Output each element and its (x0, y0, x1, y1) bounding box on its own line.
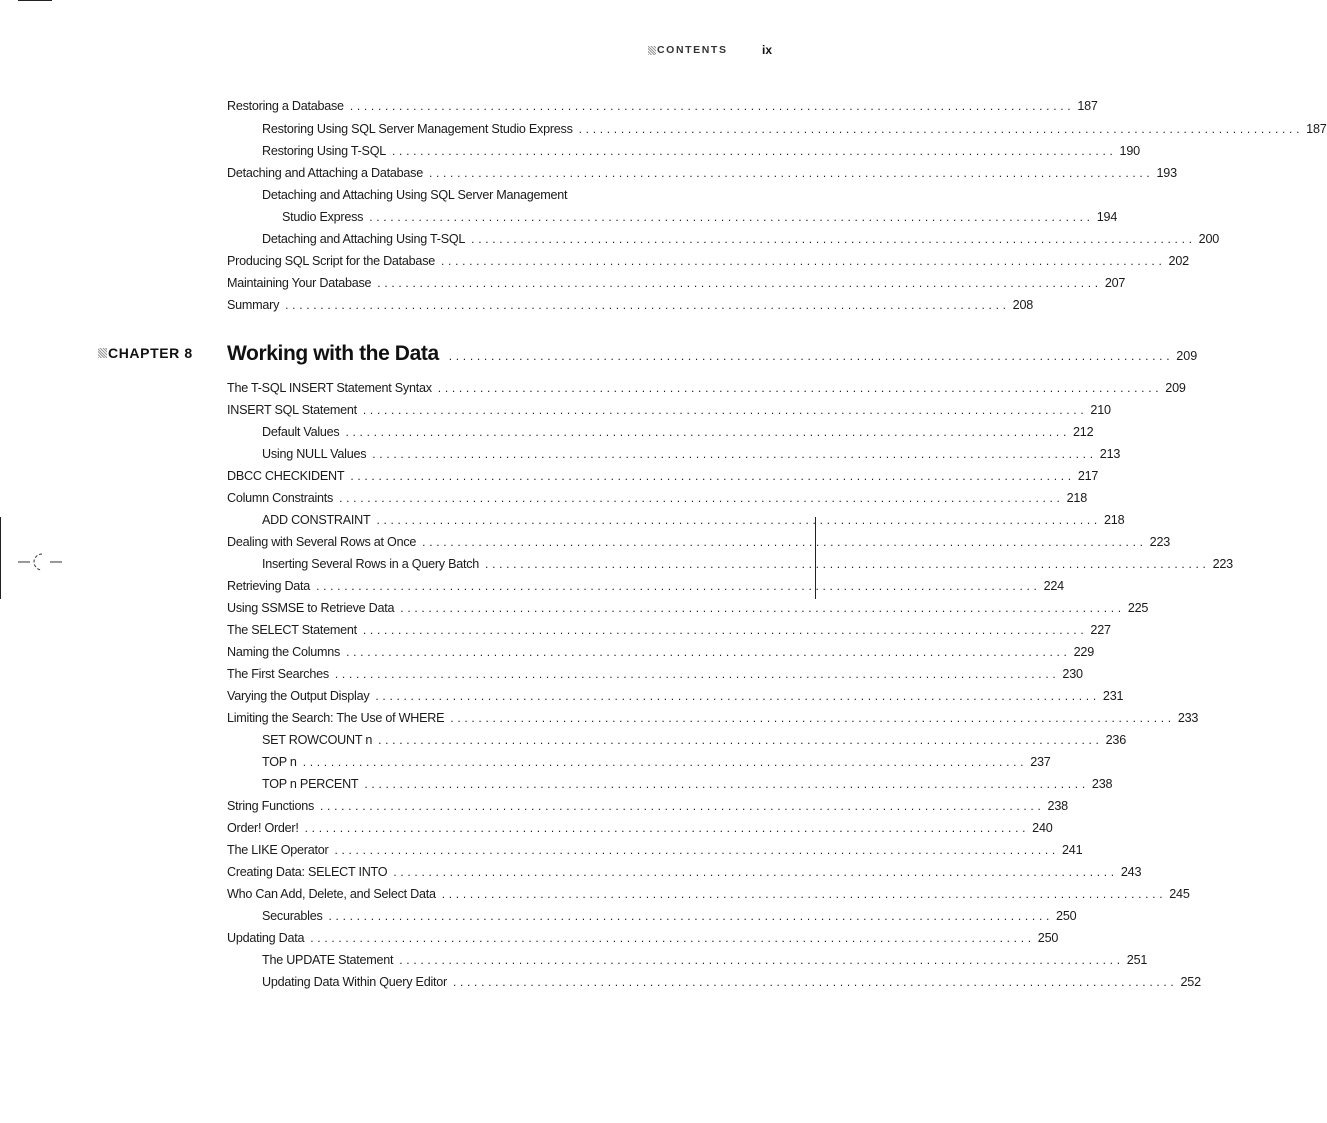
toc-entry-page: 238 (1091, 777, 1113, 791)
toc-entry-page: 210 (1090, 403, 1111, 417)
dot-leader: ....................................................................................................... (316, 579, 1041, 593)
toc-entry-label: The First Searches (227, 667, 329, 681)
toc-entry[interactable] (227, 841, 1083, 859)
dot-leader: ....................................................................................................... (428, 166, 1154, 180)
dot-leader: ....................................................................................................... (304, 821, 1030, 835)
dot-leader: ....................................................................................................... (372, 447, 1097, 461)
dot-leader: ....................................................................................................... (346, 645, 1071, 659)
toc-entry-page: 250 (1056, 909, 1077, 923)
toc-entry-label: Maintaining Your Database (227, 276, 372, 290)
toc-entry-page: 217 (1077, 469, 1099, 483)
toc-entry-label: Dealing with Several Rows at Once (227, 535, 417, 549)
dot-leader: ....................................................................................................... (364, 777, 1089, 791)
toc-entry-page: 229 (1073, 645, 1095, 659)
toc-entry-label: String Functions (227, 799, 314, 813)
toc-entry-page: 237 (1030, 755, 1051, 769)
toc-entry-page: 207 (1104, 276, 1126, 290)
dot-leader: ....................................................................................................... (448, 349, 1174, 363)
toc-entry-page: 231 (1102, 689, 1124, 703)
toc-entry-page: 250 (1037, 931, 1059, 945)
toc-entry[interactable] (227, 379, 1186, 397)
toc-entry[interactable] (262, 186, 567, 204)
toc-entry[interactable] (262, 423, 1094, 441)
dot-leader: ....................................................................................................... (320, 799, 1045, 813)
toc-entry-label: Updating Data Within Query Editor (262, 975, 447, 989)
dot-leader: ....................................................................................................... (339, 491, 1064, 505)
dot-leader: ....................................................................................................... (310, 931, 1035, 945)
toc-entry-label: Summary (227, 298, 280, 312)
dot-leader: ....................................................................................................... (422, 535, 1147, 549)
toc-entry[interactable] (227, 863, 1142, 881)
dot-leader: ....................................................................................................... (334, 667, 1060, 681)
toc-entry-label: Default Values (262, 425, 340, 439)
chapter-label: CHAPTER 8 (108, 345, 193, 361)
toc-entry[interactable] (227, 164, 1177, 182)
toc-entry[interactable] (262, 445, 1121, 463)
toc-entry-page: 218 (1066, 491, 1088, 505)
toc-entry-page: 223 (1149, 535, 1171, 549)
toc-entry-label: Updating Data (227, 931, 305, 945)
dot-leader: ....................................................................................................... (578, 122, 1304, 136)
toc-entry-label: Who Can Add, Delete, and Select Data (227, 887, 436, 901)
dot-leader: ....................................................................................................... (328, 909, 1054, 923)
toc-entry[interactable] (227, 643, 1095, 661)
toc-entry-label: The T-SQL INSERT Statement Syntax (227, 381, 432, 395)
toc-entry[interactable] (262, 120, 1327, 138)
dot-leader: ....................................................................................................... (375, 689, 1100, 703)
toc-entry-page: 227 (1090, 623, 1111, 637)
toc-entry[interactable] (262, 230, 1220, 248)
toc-entry[interactable] (227, 489, 1088, 507)
toc-entry-label: The LIKE Operator (227, 843, 329, 857)
running-head-label: CONTENTS (657, 44, 728, 56)
toc-entry-page: 245 (1169, 887, 1190, 901)
toc-entry-label: Inserting Several Rows in a Query Batch (262, 557, 480, 571)
dot-leader: ....................................................................................................... (302, 755, 1028, 769)
dot-leader: ....................................................................................................... (399, 953, 1124, 967)
dot-leader: ....................................................................................................... (392, 144, 1117, 158)
toc-entry[interactable] (282, 208, 1118, 226)
toc-entry-label: Using SSMSE to Retrieve Data (227, 601, 395, 615)
dot-leader: ....................................................................................................... (441, 887, 1167, 901)
toc-entry[interactable] (227, 665, 1083, 683)
dot-leader: ....................................................................................................... (285, 298, 1010, 312)
dot-leader: ....................................................................................................... (377, 276, 1102, 290)
toc-entry[interactable] (227, 929, 1059, 947)
toc-entry-label: The SELECT Statement (227, 623, 357, 637)
dot-leader: ....................................................................................................... (369, 210, 1094, 224)
dot-leader: ....................................................................................................... (485, 557, 1210, 571)
toc-entry[interactable] (262, 907, 1077, 925)
dot-leader: ....................................................................................................... (349, 99, 1075, 113)
hatch-ornament-icon (98, 348, 107, 358)
toc-entry-page: 224 (1043, 579, 1064, 593)
toc-entry-page: 240 (1032, 821, 1053, 835)
dot-leader: ....................................................................................................... (350, 469, 1075, 483)
toc-entry-page: 200 (1198, 232, 1220, 246)
dot-leader: ....................................................................................................... (334, 843, 1059, 857)
toc-entry-label: Securables (262, 909, 323, 923)
dot-leader: ....................................................................................................... (378, 733, 1103, 747)
toc-entry-page: 252 (1180, 975, 1201, 989)
toc-entry-page: 187 (1306, 122, 1327, 136)
toc-entry-page: 233 (1177, 711, 1199, 725)
chapter-page: 209 (1176, 349, 1198, 363)
toc-entry-page: 208 (1012, 298, 1034, 312)
toc-entry[interactable] (227, 599, 1149, 617)
dot-leader: ....................................................................................................... (362, 403, 1088, 417)
toc-entry-label: Detaching and Attaching a Database (227, 166, 423, 180)
dot-leader: ....................................................................................................... (393, 865, 1118, 879)
toc-entry-page: 251 (1126, 953, 1148, 967)
toc-entry-label: DBCC CHECKIDENT (227, 469, 345, 483)
toc-entry-page: 202 (1168, 254, 1189, 268)
toc-entry[interactable] (227, 467, 1099, 485)
dot-leader: ....................................................................................................... (345, 425, 1070, 439)
toc-entry-page: 241 (1061, 843, 1083, 857)
toc-entry-label: ADD CONSTRAINT (262, 513, 371, 527)
toc-entry-page: 187 (1077, 99, 1098, 113)
toc-entry-label: Naming the Columns (227, 645, 341, 659)
toc-entry-page: 243 (1120, 865, 1142, 879)
toc-entry-page: 218 (1103, 513, 1125, 527)
toc-entry[interactable] (227, 296, 1034, 314)
toc-entry-label: Studio Express (282, 210, 364, 224)
toc-entry-label: Restoring Using SQL Server Management Studio Express (262, 122, 573, 136)
dot-leader: ....................................................................................................... (376, 513, 1101, 527)
toc-entry-page: 194 (1096, 210, 1118, 224)
toc-entry-label: The UPDATE Statement (262, 953, 394, 967)
chapter-heading (0, 340, 1198, 370)
toc-entry-label: Restoring Using T-SQL (262, 144, 387, 158)
toc-entry[interactable] (227, 274, 1126, 292)
dot-leader: ....................................................................................................... (400, 601, 1125, 615)
toc-entry[interactable] (227, 819, 1053, 837)
toc-entry-label: Order! Order! (227, 821, 299, 835)
toc-entry-label: Retrieving Data (227, 579, 311, 593)
toc-entry[interactable] (262, 731, 1127, 749)
toc-entry-page: 225 (1127, 601, 1149, 615)
chapter-title: Working with the Data (227, 342, 439, 365)
toc-entry[interactable] (227, 885, 1190, 903)
toc-entry-label: INSERT SQL Statement (227, 403, 357, 417)
dot-leader: ....................................................................................................... (450, 711, 1175, 725)
toc-entry-page: 190 (1119, 144, 1140, 158)
chapter-title-entry[interactable] (227, 342, 1198, 368)
toc-entry-label: Creating Data: SELECT INTO (227, 865, 388, 879)
toc-entry-label: TOP n PERCENT (262, 777, 359, 791)
toc-entry[interactable] (262, 555, 1233, 573)
page-number: ix (762, 43, 773, 57)
toc-entry[interactable] (227, 797, 1068, 815)
toc-entry[interactable] (262, 951, 1148, 969)
toc-entry-label: Varying the Output Display (227, 689, 370, 703)
toc-entry-label: TOP n (262, 755, 297, 769)
toc-entry-page: 193 (1156, 166, 1177, 180)
toc-entry[interactable] (227, 621, 1111, 639)
toc-entry-page: 209 (1165, 381, 1186, 395)
toc-entry[interactable] (262, 511, 1125, 529)
toc-entry[interactable] (227, 577, 1064, 595)
toc-entry-label: Producing SQL Script for the Database (227, 254, 435, 268)
toc-entry-page: 213 (1099, 447, 1121, 461)
toc-entry[interactable] (262, 973, 1201, 991)
toc-entry-label: Restoring a Database (227, 99, 344, 113)
dot-leader: ....................................................................................................... (471, 232, 1196, 246)
toc-entry-label: Detaching and Attaching Using SQL Server Management (262, 188, 568, 202)
dot-leader: ....................................................................................................... (452, 975, 1178, 989)
dot-leader: ....................................................................................................... (362, 623, 1088, 637)
toc-entry[interactable] (227, 533, 1171, 551)
toc-entry[interactable] (227, 252, 1189, 270)
toc-entry[interactable] (262, 753, 1051, 771)
toc-entry-label: Limiting the Search: The Use of WHERE (227, 711, 445, 725)
toc-entry[interactable] (262, 142, 1140, 160)
toc-entry-page: 223 (1212, 557, 1233, 571)
toc-entry-label: Column Constraints (227, 491, 334, 505)
toc-entry-label: Using NULL Values (262, 447, 367, 461)
toc-entry[interactable] (262, 775, 1113, 793)
toc-entry[interactable] (227, 401, 1111, 419)
dot-leader: ....................................................................................................... (441, 254, 1166, 268)
toc-entry[interactable] (227, 97, 1098, 115)
toc-entry[interactable] (227, 687, 1124, 705)
toc-entry[interactable] (227, 709, 1199, 727)
toc-entry-page: 236 (1105, 733, 1127, 747)
toc-entry-page: 238 (1047, 799, 1068, 813)
dot-leader: ....................................................................................................... (437, 381, 1163, 395)
toc-entry-label: SET ROWCOUNT n (262, 733, 373, 747)
toc-entry-label: Detaching and Attaching Using T-SQL (262, 232, 466, 246)
toc-entry-page: 230 (1062, 667, 1083, 681)
toc-entry-page: 212 (1073, 425, 1094, 439)
